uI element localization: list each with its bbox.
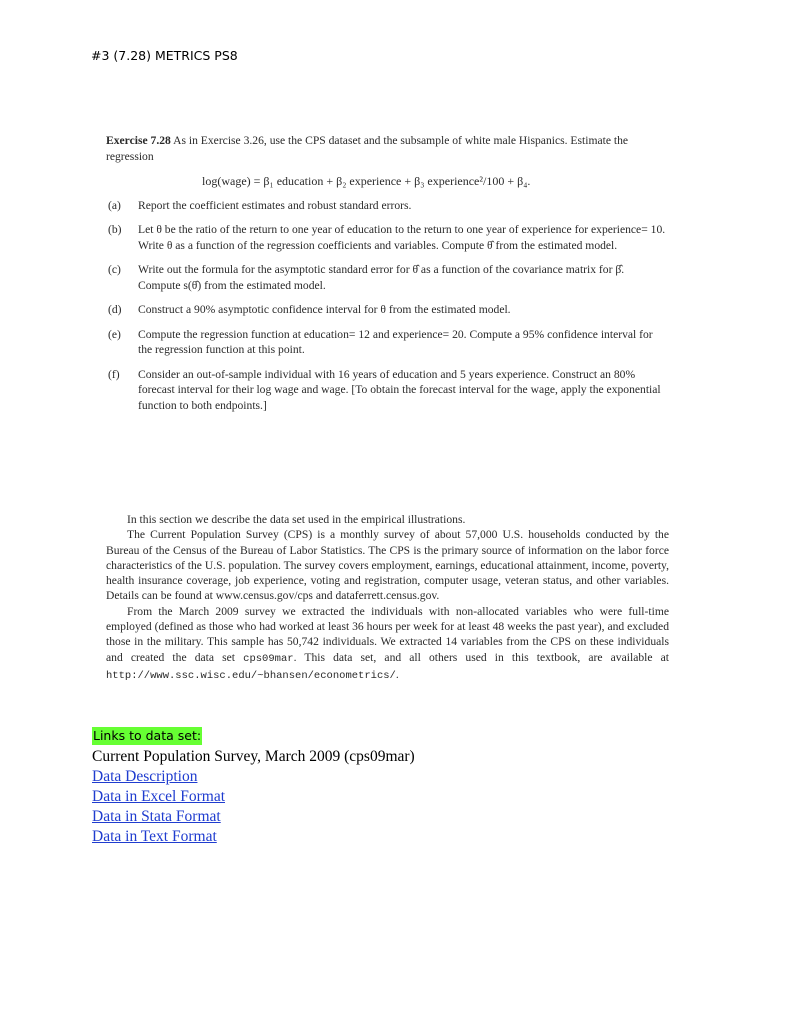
dataset-paragraph: The Current Population Survey (CPS) is a monthly survey of about 57,000 U.S. households conducted by the Bureau of the Census of the Bureau of Labor Statistics. The CPS is the primary source of information on the labor force characteristics of the U.S. population. The survey covers employment, earnings, educational attainment, income, poverty, health insurance coverage, job experience, voting and registration, computer usage, veteran status, and other variables. Details can be found at www.census.gov/cps and dataferrett.census.gov. xyxy=(106,528,669,603)
exercise-label: Exercise 7.28 xyxy=(106,134,171,147)
exercise-item: (c) Write out the formula for the asymptotic standard error for θ̂ as a function of the covariance matrix for β̂. Compute s(θ̂) from the estimated model. xyxy=(108,263,625,292)
dataset-url: http://www.ssc.wisc.edu/~bhansen/econometrics/ xyxy=(106,669,396,682)
regression-equation: log(wage) = β₁ education + β₂ experience + β₃ experience²/100 + β₄. xyxy=(202,174,531,188)
exercise-intro-text: As in Exercise 3.26, use the CPS dataset and the subsample of white male Hispanics. Estimate the regression xyxy=(106,134,629,163)
links-label: Links to data set: xyxy=(93,728,202,743)
exercise-block xyxy=(106,133,666,422)
link-data-description[interactable]: Data Description xyxy=(92,768,198,785)
page-header: #3 (7.28) METRICS PS8 xyxy=(91,48,238,63)
link-data-text[interactable]: Data in Text Format xyxy=(92,828,217,845)
survey-title: Current Population Survey, March 2009 (cps09mar) xyxy=(92,748,415,765)
exercise-item: (e) Compute the regression function at education= 12 and experience= 20. Compute a 95% confidence interval for the regression function at this point. xyxy=(108,327,653,356)
dataset-description xyxy=(106,512,669,684)
exercise-item: (b) Let θ be the ratio of the return to one year of education to the return to one year of experience for experience= 10. Write θ as a function of the regression coefficients and variables. Compute θ̂ from the estimated model. xyxy=(108,223,666,252)
dataset-paragraph: From the March 2009 survey we extracted the individuals with non-allocated variables who were full-time employed (defined as those who had worked at least 36 hours per week for at least 48 weeks the past year), and excluded those in the military. This sample has 50,742 individuals. We extracted 14 variables from the CPS on these individuals and created the data set cps09mar. This data set, and all others used in this textbook, are available at http://www.ssc.wisc.edu/~bhansen/econometrics/. xyxy=(106,604,669,682)
exercise-item: (a) Report the coefficient estimates and robust standard errors. xyxy=(108,198,412,212)
link-data-stata[interactable]: Data in Stata Format xyxy=(92,808,221,825)
link-data-excel[interactable]: Data in Excel Format xyxy=(92,788,225,805)
exercise-intro xyxy=(106,133,666,164)
links-section xyxy=(92,727,415,847)
exercise-item: (d) Construct a 90% asymptotic confidence interval for θ from the estimated model. xyxy=(108,303,511,316)
exercise-items xyxy=(106,198,666,414)
dataset-code: cps09mar xyxy=(243,652,294,665)
dataset-paragraph: In this section we describe the data set used in the empirical illustrations. xyxy=(127,513,466,526)
cropped-heading-fragment xyxy=(106,487,256,493)
exercise-item: (f) Consider an out-of-sample individual with 16 years of education and 5 years experience. Construct an 80% forecast interval for their log wage and wage. [To obtain the forecast interval for the wage, apply the exponential function to both endpoints.] xyxy=(108,367,661,412)
